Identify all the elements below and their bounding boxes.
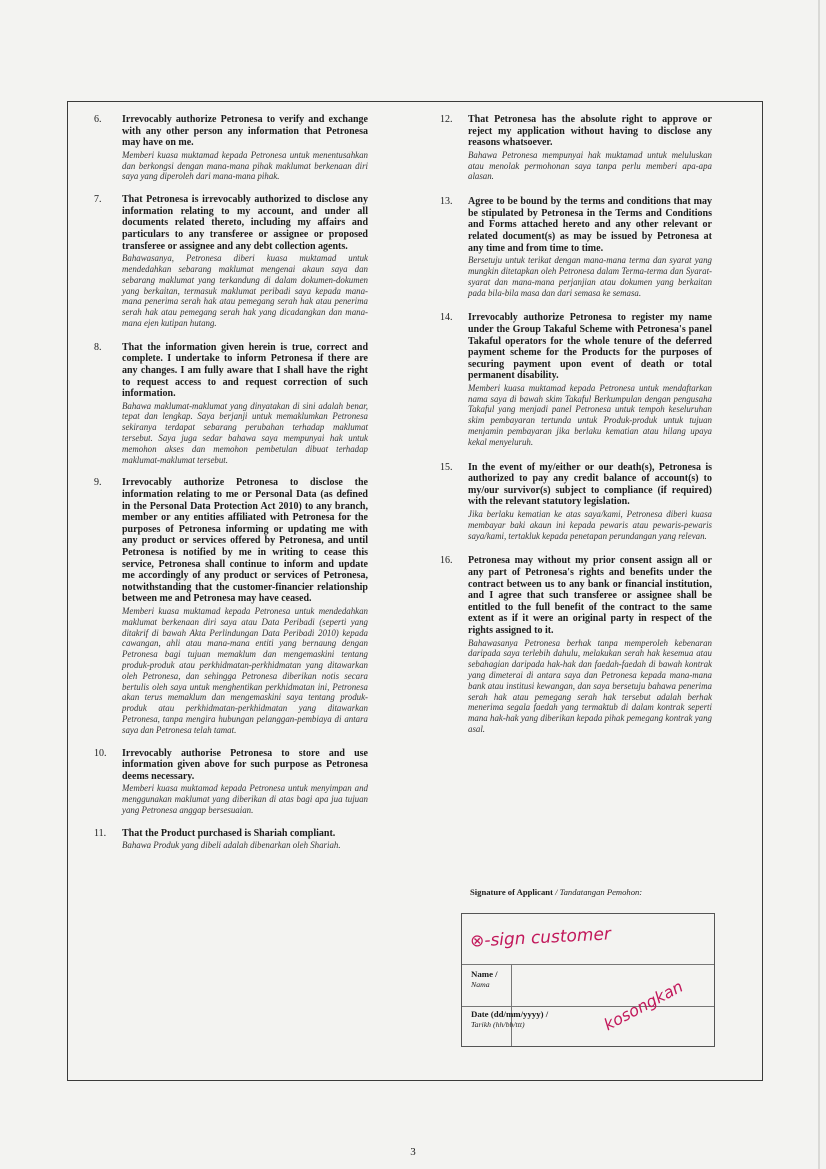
date-label-english: Date (dd/mm/yyyy) /	[471, 1009, 549, 1019]
divider	[462, 1006, 714, 1007]
clause-text-english: That Petronesa is irrevocably authorized to disclose any information relating to my account, and under all documents related thereto, including my affairs and particulars to any transferee or assignee or proposed transferee or assignee and any debt collection agents.	[122, 194, 368, 252]
signature-heading-english: Signature of Applicant	[470, 887, 553, 897]
clause-text-malay: Memberi kuasa muktamad kepada Petronesa untuk menentusahkan dan berkongsi dengan mana-mana pihak maklumat berkenaan diri saya yang diperoleh dari mana-mana pihak.	[122, 149, 368, 182]
clause-number: 14.	[440, 312, 453, 324]
clause-number: 6.	[94, 114, 102, 125]
clause-number: 13.	[440, 196, 453, 208]
clause-number: 12.	[440, 114, 453, 125]
clause-number: 11.	[94, 827, 107, 839]
clause-text-english: Irrevocably authorize Petronesa to register my name under the Group Takaful Scheme with Petronesa's panel Takaful operators for the whole tenure of the deferred payment scheme for the Products for the purposes of securing payment upon event of death or total permanent disability.	[468, 312, 712, 382]
clause-14	[440, 312, 712, 447]
clause-text-malay: Bahawa Produk yang dibeli adalah dibenarkan oleh Shariah.	[122, 840, 341, 851]
clause-text-malay: Bahawasanya, Petronesa diberi kuasa muktamad untuk mendedahkan sebarang maklumat mengenai akaun saya dan sebarang maklumat yang terkandung di dalam dokumen-dokumen yang berkaitan, termasuk maklumat peribadi saya kepada mana-mana penerima serah hak atau pemegang serah hak atau penerima serah hak atau pemegang serah hak yang dicadangkan dan mana-mana ejen kutipan hutang.	[122, 253, 368, 328]
signature-heading-malay: / Tandatangan Pemohon:	[555, 887, 643, 897]
clause-number: 16.	[440, 555, 453, 567]
clause-text-english: Irrevocably authorise Petronesa to store and use information given above for such purpose as Petronesa deems necessary.	[122, 747, 368, 782]
clause-text-malay: Bahawasanya Petronesa berhak tanpa memperoleh kebenaran daripada saya terlebih dahulu, melakukan serah hak kesemua atau sebahagian daripada hak-hak dan faedah-faedah di bawah kontrak yang dimeterai di antara saya dan Petronesa kepada mana-mana bank atau institusi kewangan, dan saya bersetuju bahawa penerima serah hak atau pemegang serah hak tersebut adalah berhak menerima segala faedah yang termaktub di dalam kontrak seperti mana hak-hak yang diberikan kepada pihak pemegang kontrak yang asal.	[468, 637, 712, 734]
clause-text-malay: Bahawa Petronesa mempunyai hak muktamad untuk meluluskan atau menolak permohonan saya tanpa perlu memberi apa-apa alasan.	[468, 149, 712, 182]
clause-text-english: That the Product purchased is Shariah compliant.	[122, 827, 336, 839]
name-label-malay: Nama	[471, 980, 490, 989]
clause-number: 7.	[94, 194, 102, 206]
divider	[462, 964, 714, 965]
handwritten-sign-note: ⊗-sign customer	[469, 924, 612, 952]
clause-text-malay: Memberi kuasa muktamad kepada Petronesa untuk mendaftarkan nama saya di bawah skim Takaful Berkumpulan dengan pengusaha Takaful yang menjadi panel Petronesa untuk tempoh keseluruhan skim pembayaran tertunda untuk Produk-produk untuk tujuan menjamin pembayaran jika berlaku kematian atau hilang upaya kekal menyeluruh.	[468, 382, 712, 447]
clause-text-english: Agree to be bound by the terms and conditions that may be stipulated by Petronesa in the Terms and Conditions and Forms attached hereto and any other relevant or related document(s) as may be issued by Petronesa at any time and from time to time.	[468, 196, 712, 254]
clause-11	[94, 828, 368, 851]
clause-text-malay: Memberi kuasa muktamad kepada Petronesa untuk mendedahkan maklumat berkenaan diri saya atau Data Peribadi (seperti yang ditakrif di bawah Akta Perlindungan Data Peribadi 2010) kepada cawangan, ahli atau mana-mana entiti yang bernaung dengan Petronesa bagi tujuan memaklum dan mengemaskini tentang produk-produk atau perkhidmatan-perkhidmatan yang ditawarkan oleh Petronesa, dan sehingga Petronesa diberikan notis secara bertulis oleh saya untuk menghentikan perkhidmatan ini, Petronesa akan terus memaklum dan mengemaskini saya tentang produk-produk atau perkhidmatan-perkhidmatan yang ditawarkan Petronesa, tanpa mengira hubungan pelanggan-pembiaya di antara saya dan Petronesa telah tamat.	[122, 606, 368, 735]
clause-8	[94, 342, 368, 466]
clause-text-english: Irrevocably authorize Petronesa to verify and exchange with any other person any information that Petronesa may have on me.	[122, 114, 368, 149]
clause-12	[440, 114, 712, 182]
divider	[511, 964, 512, 1046]
clause-10	[94, 748, 368, 816]
clause-15	[440, 462, 712, 542]
name-label-english: Name /	[471, 969, 498, 979]
clause-9	[94, 477, 368, 735]
clause-13	[440, 196, 712, 298]
clause-text-malay: Memberi kuasa muktamad kepada Petronesa untuk menyimpan and menggunakan maklumat yang diberikan di atas bagi apa jua tujuan yang Petronesa anggap bersesuaian.	[122, 783, 368, 815]
date-label-malay: Tarikh (hh/bb/ttt)	[471, 1020, 525, 1029]
clause-text-malay: Bahawa maklumat-maklumat yang dinyatakan di sini adalah benar, tepat dan lengkap. Saya berjanji untuk memaklumkan Petronesa sekiranya terdapat sebarang perubahan terhadap maklumat tersebut. Saya juga sedar bahawa saya mempunyai hak untuk memohon akses dan memohon pembetulan dibuat terhadap maklumat-maklumat tersebut.	[122, 400, 368, 465]
handwritten-date-note: kosongkan	[600, 976, 687, 1035]
paper-edge	[818, 0, 820, 1169]
clause-number: 15.	[440, 461, 453, 473]
signature-heading	[470, 887, 642, 897]
clause-text-english: Irrevocably authorize Petronesa to disclose the information relating to me or Personal Data (as defined in the Personal Data Protection Act 2010) to any branch, member or any entities affiliated with Petronesa for the purposes of Petronesa informing or updating me with any product or services offered by Petronesa, and until Petronesa is notified by me in writing to cease this service, Petronesa shall continue to inform and update me accordingly of any product or services of Petronesa, notwithstanding that the customer-financier relationship between me and Petronesa may have ceased.	[122, 477, 368, 605]
clause-number: 9.	[94, 477, 102, 489]
clause-number: 8.	[94, 341, 102, 353]
clause-7	[94, 194, 368, 329]
signature-box[interactable]	[461, 913, 715, 1047]
clause-text-malay: Bersetuju untuk terikat dengan mana-mana terma dan syarat yang mungkin ditetapkan oleh Petronesa dalam Terma-terma dan Syarat-syarat dan mana-mana perjanjian atau dokumen yang berkaitan pada bila-bila masa dan dari semasa ke semasa.	[468, 255, 712, 298]
clause-6	[94, 114, 368, 182]
clause-text-english: Petronesa may without my prior consent assign all or any part of Petronesa's rights and benefits under the contract between us to any bank or financial institution, and I agree that such transferee or assignee shall be entitled to the full benefit of the contract to the same extent as if it were an original party in respect of the rights assigned to it.	[468, 555, 712, 636]
clause-text-malay: Jika berlaku kematian ke atas saya/kami, Petronesa diberi kuasa membayar baki akaun ini kepada pewaris atau pewaris-pewaris saya/kami, tertakluk kepada penetapan perundangan yang relevan.	[468, 509, 712, 541]
page-number: 3	[410, 1146, 416, 1158]
clause-text-english: That the information given herein is true, correct and complete. I undertake to inform Petronesa if there are any changes. I am fully aware that I shall have the right to request access to and request correction of such information.	[122, 341, 368, 400]
date-label	[471, 1009, 548, 1029]
right-column	[440, 114, 712, 735]
name-label	[471, 969, 498, 989]
clause-16	[440, 555, 712, 734]
clause-text-english: That Petronesa has the absolute right to approve or reject my application without having to disclose any reasons whatsoever.	[468, 114, 712, 149]
clause-text-english: In the event of my/either or our death(s), Petronesa is authorized to pay any credit balance of account(s) to my/our survivor(s) subject to compliance (if required) with the relevant statutory legislation.	[468, 461, 712, 508]
clause-number: 10.	[94, 747, 107, 759]
left-column	[94, 114, 368, 851]
